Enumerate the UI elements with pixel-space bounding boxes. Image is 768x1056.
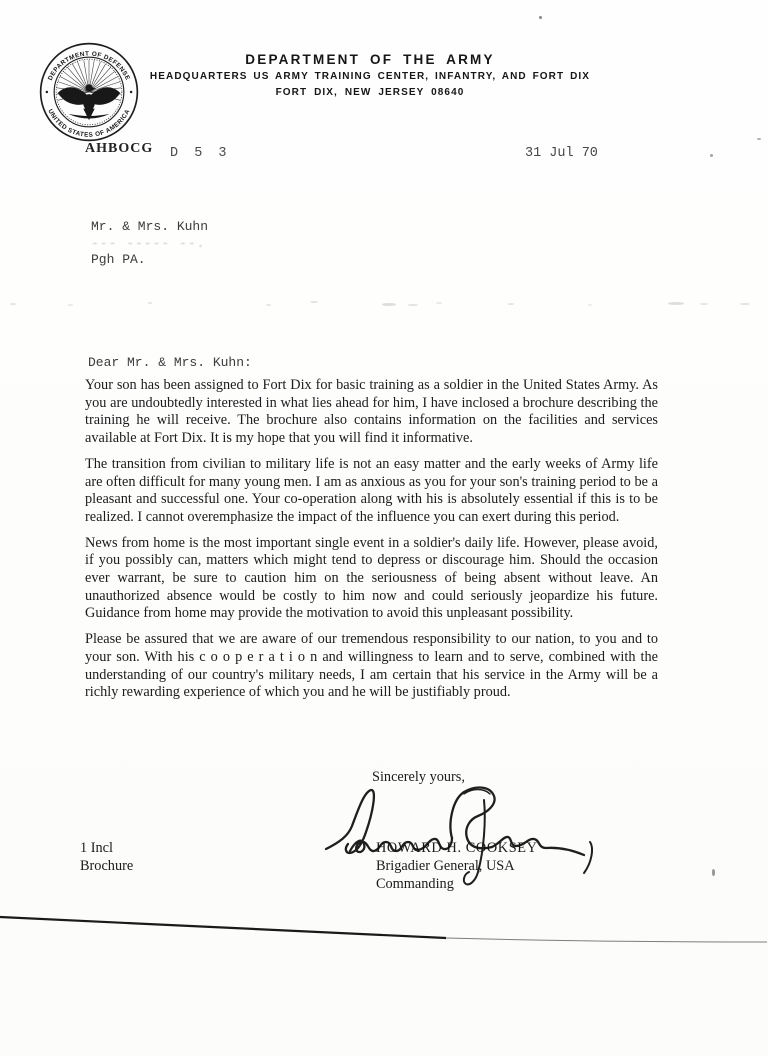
recipient-name: Mr. & Mrs. Kuhn	[91, 219, 209, 234]
signer-name: HOWARD H. COOKSEY	[376, 840, 538, 856]
enclosure-item: Brochure	[80, 858, 134, 874]
seal-bottom-text: UNITED STATES OF AMERICA	[46, 108, 132, 139]
scan-speck	[539, 16, 542, 19]
enclosure-count: 1 Incl	[80, 840, 113, 856]
letterhead-headquarters: HEADQUARTERS US ARMY TRAINING CENTER, INFANTRY, AND FORT DIX	[149, 71, 591, 82]
paragraph-4: Please be assured that we are aware of our tremendous responsibility to our nation, to you and to your son. With his c o o p e r a t i o n and willingness to learn and to serve, combined with the understanding of our country's military needs, I am certain that his service in the Army will be a richly rewarding experience of which you and he will be justifiably proud.	[85, 631, 658, 701]
recipient-city: Pgh PA.	[91, 252, 146, 267]
signer-title: Commanding	[376, 876, 454, 892]
seal-top-text: DEPARTMENT OF DEFENSE	[46, 50, 132, 82]
letterhead-department: DEPARTMENT OF THE ARMY	[245, 52, 495, 67]
paragraph-2: The transition from civilian to military life is not an easy matter and the early weeks of Army life are often difficult for many young men. I am as anxious as you for your son's training period to be a pleasant and successful one. Your co-operation along with his is absolutely essential if this is to be realized. I cannot overemphasize the impact of the influence you can exert during this period.	[85, 455, 658, 525]
letter-body	[85, 377, 658, 710]
scan-edge-line	[0, 902, 768, 954]
paragraph-3: News from home is the most important single event in a soldier's daily life. However, please avoid, if you possibly can, matters which might tend to depress or discourage him. Should the occasion ever warrant, be sure to caution him on the seriousness of being absent without leave. An unauthorized absence would be costly to him now and could seriously jeopardize his future. Guidance from home may provide the motivation to avoid this unpleasant possibility.	[85, 534, 658, 622]
recipient-street-faded: --- ----- --.	[91, 236, 206, 251]
valediction: Sincerely yours,	[372, 769, 465, 785]
salutation: Dear Mr. & Mrs. Kuhn:	[88, 355, 252, 370]
scan-speck	[712, 869, 715, 876]
office-symbol: AHBOCG	[85, 141, 154, 156]
signer-rank: Brigadier General, USA	[376, 858, 515, 874]
letter-date: 31 Jul 70	[525, 146, 598, 161]
handwritten-signature	[300, 778, 610, 898]
paragraph-1: Your son has been assigned to Fort Dix for basic training as a soldier in the United States Army. As you are undoubtedly interested in what lies ahead for him, I have inclosed a brochure describing the training he will receive. The brochure also contains information on the facilities and services available at Fort Dix. It is my hope that you will find it informative.	[85, 377, 658, 447]
stamp-code: D 5 3	[170, 146, 231, 161]
scan-speck	[710, 154, 713, 157]
scan-speck	[757, 138, 761, 140]
letterhead-location: FORT DIX, NEW JERSEY 08640	[275, 87, 465, 98]
